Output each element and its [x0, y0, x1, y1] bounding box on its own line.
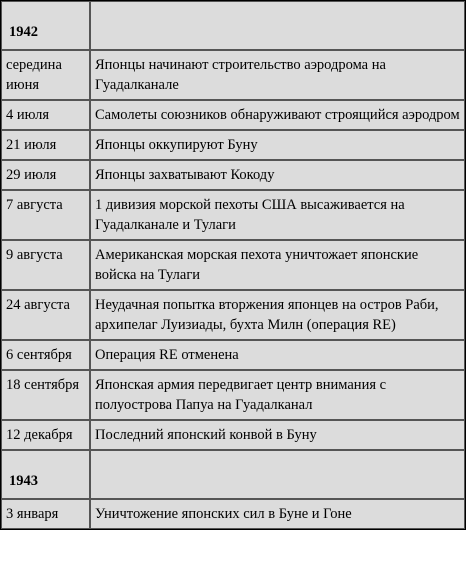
date-cell: 21 июля [1, 130, 90, 160]
event-cell: Японцы оккупируют Буну [90, 130, 465, 160]
table-row [1, 100, 465, 130]
date-cell: 18 сентября [1, 370, 90, 420]
table-row [1, 190, 465, 240]
event-cell: 1 дивизия морской пехоты США высаживается на Гуадалканале и Тулаги [90, 190, 465, 240]
event-cell: Американская морская пехота уничтожает японские войска на Тулаги [90, 240, 465, 290]
date-cell: 4 июля [1, 100, 90, 130]
year-cell: 1942 [1, 1, 90, 50]
year-row-1943 [1, 450, 465, 499]
table-row [1, 160, 465, 190]
table-row [1, 370, 465, 420]
date-cell: 12 декабря [1, 420, 90, 450]
year-row-1942 [1, 1, 465, 50]
date-cell: 29 июля [1, 160, 90, 190]
event-cell [90, 450, 465, 499]
timeline-table [1, 1, 465, 529]
date-cell: середина июня [1, 50, 90, 100]
event-cell [90, 1, 465, 50]
table-row [1, 420, 465, 450]
table-row [1, 240, 465, 290]
table-row [1, 340, 465, 370]
date-cell: 24 августа [1, 290, 90, 340]
table-row [1, 50, 465, 100]
event-cell: Операция RE отменена [90, 340, 465, 370]
table-row [1, 130, 465, 160]
table-row [1, 290, 465, 340]
date-cell: 3 января [1, 499, 90, 529]
event-cell: Японцы захватывают Кокоду [90, 160, 465, 190]
table-row [1, 499, 465, 529]
event-cell: Самолеты союзников обнаруживают строящийся аэродром [90, 100, 465, 130]
event-cell: Японцы начинают строительство аэродрома на Гуадалканале [90, 50, 465, 100]
event-cell: Уничтожение японских сил в Буне и Гоне [90, 499, 465, 529]
event-cell: Последний японский конвой в Буну [90, 420, 465, 450]
year-cell: 1943 [1, 450, 90, 499]
date-cell: 6 сентября [1, 340, 90, 370]
event-cell: Неудачная попытка вторжения японцев на остров Раби, архипелаг Луизиады, бухта Милн (операция RE) [90, 290, 465, 340]
event-cell: Японская армия передвигает центр внимания с полуострова Папуа на Гуадалканал [90, 370, 465, 420]
date-cell: 9 августа [1, 240, 90, 290]
date-cell: 7 августа [1, 190, 90, 240]
